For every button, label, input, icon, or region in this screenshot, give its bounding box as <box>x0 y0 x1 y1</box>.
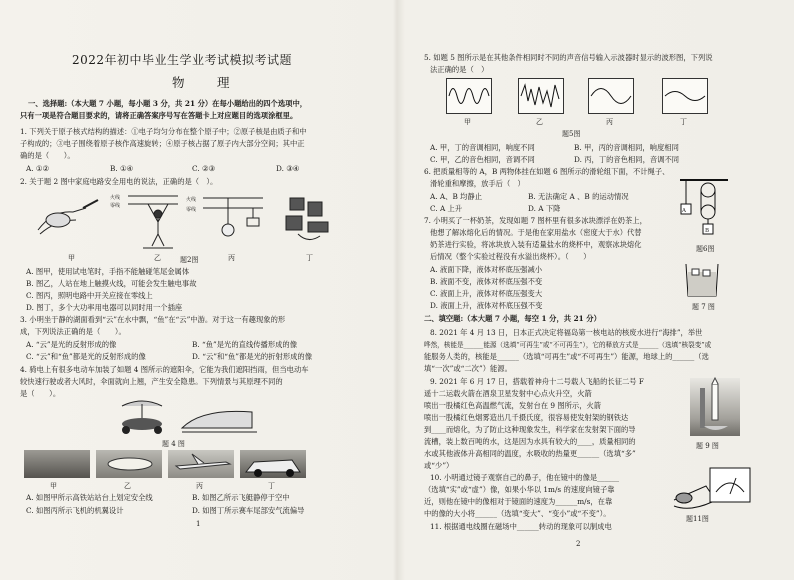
q2-stem: 2. 关于题 2 图中家庭电路安全用电的说法，正确的是（ ）。 <box>20 177 218 186</box>
figure-7 <box>682 262 722 298</box>
q10-line: 中的像的大小将______（选填“变大”、“变小”或“不变”）。 <box>424 509 611 518</box>
q10-line: 10. 小明通过镜子观察自己的鼻子，他在镜中的像是______ <box>430 473 620 482</box>
fig4-label-yi: 乙 <box>124 482 131 490</box>
fig4-label-jia: 甲 <box>50 482 57 490</box>
fig4-photo-jia <box>24 450 90 478</box>
q8-line: 哗然，核能是______能源（选填“可再生”或“不可再生”），它的释放方式是______（选填“核裂变”或 <box>424 341 712 349</box>
q6-option-b: B. 无法确定 A 、B 的运动情况 <box>528 192 629 201</box>
fig2-wire-label: 火线 <box>186 197 197 203</box>
fig5-wave-jia <box>446 78 492 114</box>
fig2-label-ding: 丁 <box>306 254 313 262</box>
fig4-label-ding: 丁 <box>268 482 275 490</box>
fig2-wire-label: 火线 <box>110 195 121 201</box>
q9-line: 9. 2021 年 6 月 17 日，搭载着神舟十二号载人飞船的长征二号 F <box>430 377 644 386</box>
q9-line: 喷出一股橘红色高温燃气流，发射台在 9 图所示，火箭 <box>424 401 602 410</box>
figure-2 <box>28 190 328 252</box>
q9-line: 流槽，装上数百吨的水，这是因为水具有较大的____，质量相同的 <box>424 437 636 446</box>
fig2-caption: 题2图 <box>180 256 199 264</box>
q3-option-b: B. “鱼”是光的直线传播形成的像 <box>192 340 298 349</box>
q7-line: 他想了解冰熔化后的情况。于是他在家用盐水（密度大于水）代替 <box>430 228 642 237</box>
q7-line: 后情况（整个实验过程没有水溢出烧杯）。（ ） <box>430 252 591 261</box>
q1-line: 确的是（ ）。 <box>20 151 75 160</box>
fig5-label-bing: 丙 <box>606 118 613 126</box>
q8-line: 8. 2021 年 4 月 13 日，日本正式决定将福岛第一核电站的核废水进行“海排”，举世 <box>430 328 703 337</box>
q3-option-c: C. “云”和“鱼”都是光的反射形成的像 <box>26 352 146 361</box>
q9-line: 遥十二运载火箭在酒泉卫星发射中心点火升空，火箭 <box>424 389 592 398</box>
q6-line: 滑轮重和摩擦，放手后（ ） <box>430 179 525 188</box>
q8-line: 填“一次”或“二次”）能源。 <box>424 364 512 373</box>
q4-option-d: D. 如图丁所示赛车尾部安气流偏导 <box>192 506 305 515</box>
q2-option-d: D. 图丁，多个大功率用电器可以同时用一个插座 <box>26 303 183 312</box>
q1-option-c: C. ②③ <box>192 164 216 173</box>
q1-option-b: B. ①④ <box>110 164 134 173</box>
fig2-label-yi: 乙 <box>154 254 161 262</box>
figure-11 <box>670 462 756 512</box>
q3-option-a: A. “云”是光的反射形成的像 <box>26 340 117 349</box>
fig9-caption: 题 9 图 <box>696 442 719 450</box>
page-left <box>20 0 395 580</box>
q6-option-c: C. A 上升 <box>430 204 463 213</box>
q9-line: 喷出一股橘红色烟雾造出几千摄氏度，很容易使发射架的钢铁达 <box>424 413 629 422</box>
page-number-left: 1 <box>196 520 201 528</box>
q7-option-d: D. 液面上升，液体对杯底压强不变 <box>430 301 543 310</box>
q6-option-a: A. A、B 均静止 <box>430 192 483 201</box>
fig6-label-b: B <box>705 228 710 234</box>
q10-line: 近，则他在镜中的像相对于镜面的速度为______m/s，在靠 <box>424 497 613 506</box>
q5-option-a: A. 甲，丁的音调相同，响度不同 <box>430 143 535 152</box>
section2-heading: 二、填空题:（本大题 7 小题，每空 1 分，共 21 分） <box>424 314 601 323</box>
q2-option-a: A. 图甲，使用试电笔时，手指不能触碰笔尾金属体 <box>26 267 190 276</box>
fig2-wire-label: 零线 <box>186 207 197 213</box>
fig2-label-bing: 丙 <box>228 254 235 262</box>
q8-line: 能服务人类的，核能是______（选填“可再生”或“不可再生”）能源，地球上的______（选 <box>424 352 709 361</box>
section1-heading-2: 只有一项是符合题目要求的，请将正确答案序号写在答题卡上对应题目的选项涂框里。 <box>20 111 298 120</box>
fig7-caption: 题 7 图 <box>692 303 715 311</box>
fig5-caption: 题5图 <box>562 130 581 138</box>
q6-option-d: D. A 下降 <box>528 204 561 213</box>
page-number-right: 2 <box>576 540 581 548</box>
q4-line: 4. 骑电上有很多电动车加装了如题 4 图所示的遮阳伞，它能为我们遮阳挡雨，但当电动车 <box>20 365 309 374</box>
q3-line: 3. 小明坐于静的湖面看到“云”在水中飘，“鱼”在“云”中游。对于这一有趣现象的形 <box>20 315 286 324</box>
fig5-label-ding: 丁 <box>680 118 687 126</box>
q4-line: 是（ ）。 <box>20 389 61 398</box>
q5-line: 法正确的是（ ） <box>430 65 489 74</box>
fig4-photo-yi <box>96 450 162 478</box>
fig11-caption: 题11图 <box>686 515 709 523</box>
q5-option-d: D. 丙，丁的音色相同，音调不同 <box>574 155 680 164</box>
fig5-wave-bing <box>588 78 634 114</box>
q5-option-b: B. 甲，丙的音调相同，响度相同 <box>574 143 679 152</box>
fig5-label-jia: 甲 <box>464 118 471 126</box>
fig6-label-a: A <box>682 208 686 214</box>
q1-line: 1. 下列关于原子核式结构的描述：①电子均匀分布在整个原子中；②原子核是由质子和中 <box>20 127 307 136</box>
q9-line: 水或其他液体升高相同的温度，水吸收的热量更______（选填“多” <box>424 449 636 458</box>
q7-option-b: B. 液面不变，液体对杯底压强不变 <box>430 277 543 286</box>
q7-option-a: A. 液面下降，液体对杯底压强减小 <box>430 265 543 274</box>
fig5-wave-yi <box>518 78 564 114</box>
q7-option-c: C. 液面上升，液体对杯底压强变大 <box>430 289 543 298</box>
q4-line: 较快速行驶或者大风时，伞面就向上翘，产生安全隐患。下列情景与其原理不同的 <box>20 377 283 386</box>
q1-option-a: A. ①② <box>26 164 49 173</box>
fig4-label-bing: 丙 <box>196 482 203 490</box>
fig5-label-yi: 乙 <box>536 118 543 126</box>
q3-option-d: D. “云”和“鱼”都是光的折射形成的像 <box>192 352 313 361</box>
fig4-caption: 题 4 图 <box>162 440 185 448</box>
q10-line: （选填“实”或“虚”）像，如果小华以 1m/s 的速度向镜子靠 <box>424 485 615 494</box>
page-right <box>424 0 780 580</box>
q9-line: 或“少”） <box>424 461 454 470</box>
q11-line: 11. 根据通电线圈在磁场中______转动的现象可以制成电 <box>430 522 612 531</box>
q4-option-b: B. 如图乙所示飞艇静停于空中 <box>192 493 290 502</box>
q1-option-d: D. ③④ <box>276 164 300 173</box>
section1-heading: 一、选择题:（本大题 7 小题，每小题 3 分，共 21 分）在每小题给出的四个选项中， <box>28 99 308 108</box>
q7-line: 奶茶进行实验，将冰块放入装有适量盐水的烧杯中，观察冰块熔化 <box>430 240 642 249</box>
q3-line: 成，下列说法正确的是（ ）。 <box>20 327 126 336</box>
exam-title: 2022年初中毕业生学业考试模拟考试题 <box>72 53 293 67</box>
q9-line: 到____而熔化，为了防止这种现象发生，科学家在发射架下面的导 <box>424 425 636 434</box>
fig2-wire-label: 零线 <box>110 203 121 209</box>
q1-line: 子构成的；③电子围绕着原子核作高速旋转；④原子核占据了原子内大部分空间；其中正 <box>20 139 305 148</box>
fig9-photo <box>690 378 740 436</box>
q5-line: 5. 如题 5 图所示是在其他条件相同时不同的声音信号输入示波器时显示的波形图，下列说 <box>424 53 713 62</box>
q4-option-a: A. 如图甲所示高铁站站台上划定安全线 <box>26 493 153 502</box>
q5-option-c: C. 甲，乙的音色相同，音调不同 <box>430 155 535 164</box>
q7-line: 7. 小明买了一杯奶茶，发现如题 7 图杯里有很多冰块漂浮在奶茶上， <box>424 216 647 225</box>
q2-option-c: C. 图丙，照明电路中开关应接在零线上 <box>26 291 153 300</box>
fig5-wave-ding <box>662 78 708 114</box>
q4-option-c: C. 如图丙所示飞机的机翼设计 <box>26 506 124 515</box>
fig4-photo-bing <box>168 450 234 478</box>
q6-line: 6. 把质量相等的 A，B 两物体挂在如题 6 图所示的滑轮组下面，不计绳子、 <box>424 167 670 176</box>
figure-4 <box>112 398 262 436</box>
fig6-caption: 题6图 <box>696 245 715 253</box>
fig2-label-jia: 甲 <box>68 254 75 262</box>
subject-title: 物 理 <box>172 75 240 90</box>
fig4-photo-ding <box>240 450 306 478</box>
q2-option-b: B. 图乙，人站在地上触摸火线，可能会发生触电事故 <box>26 279 197 288</box>
